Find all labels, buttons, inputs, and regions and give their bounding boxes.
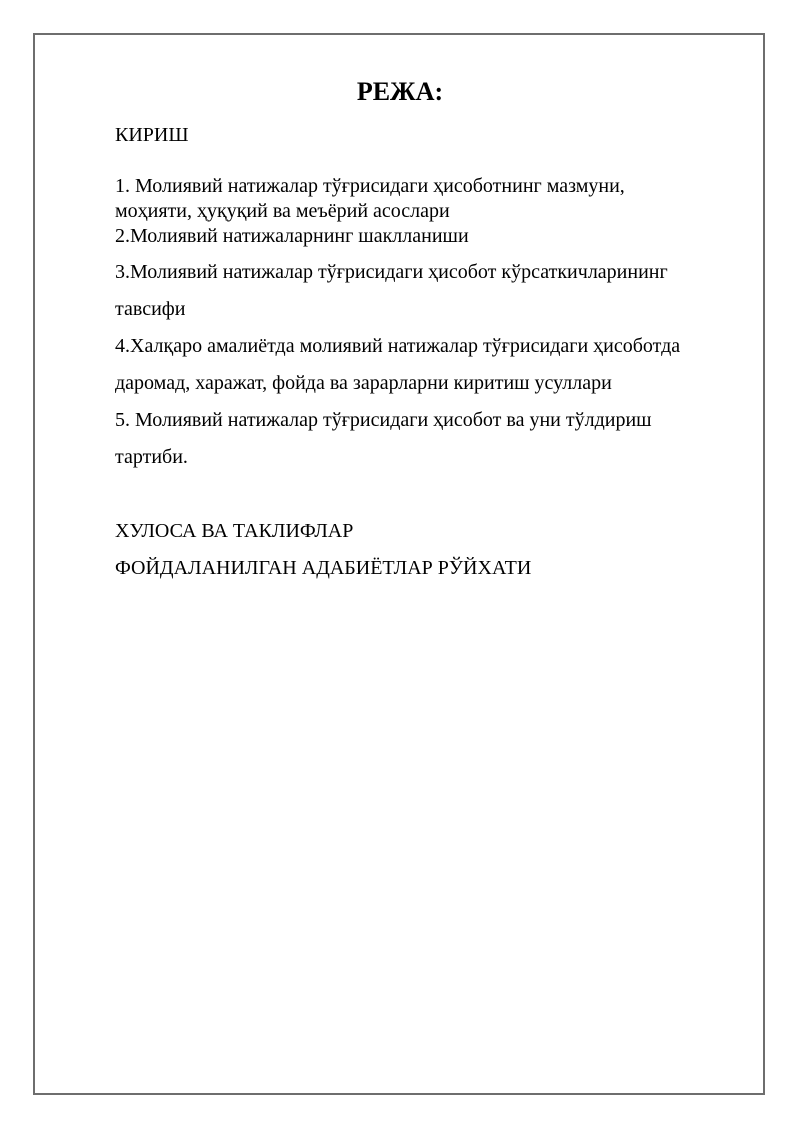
section-intro: КИРИШ [115, 124, 189, 146]
plan-item-3-line-2: тавсифи [115, 298, 186, 320]
plan-item-2: 2.Молиявий натижаларнинг шаклланиши [115, 225, 469, 247]
plan-item-4-line-2: даромад, харажат, фойда ва зарарларни киритиш усуллари [115, 372, 612, 394]
plan-item-4-line-1: 4.Халқаро амалиётда молиявий натижалар тўғрисидаги ҳисоботда [115, 335, 681, 357]
plan-item-1-line-1: 1. Молиявий натижалар тўғрисидаги ҳисоботнинг мазмуни, [115, 175, 625, 197]
plan-item-5-line-2: тартиби. [115, 446, 188, 468]
plan-item-3-line-1: 3.Молиявий натижалар тўғрисидаги ҳисобот кўрсаткичларининг [115, 261, 668, 283]
plan-item-1-line-2: моҳияти, ҳуқуқий ва меъёрий асослари [115, 200, 450, 222]
plan-item-5-line-1: 5. Молиявий натижалар тўғрисидаги ҳисобот ва уни тўлдириш [115, 409, 652, 431]
section-conclusion: ХУЛОСА ВА ТАКЛИФЛАР [115, 520, 354, 542]
section-references: ФОЙДАЛАНИЛГАН АДАБИЁТЛАР РЎЙХАТИ [115, 557, 532, 579]
page-title: РЕЖА: [356, 77, 444, 106]
